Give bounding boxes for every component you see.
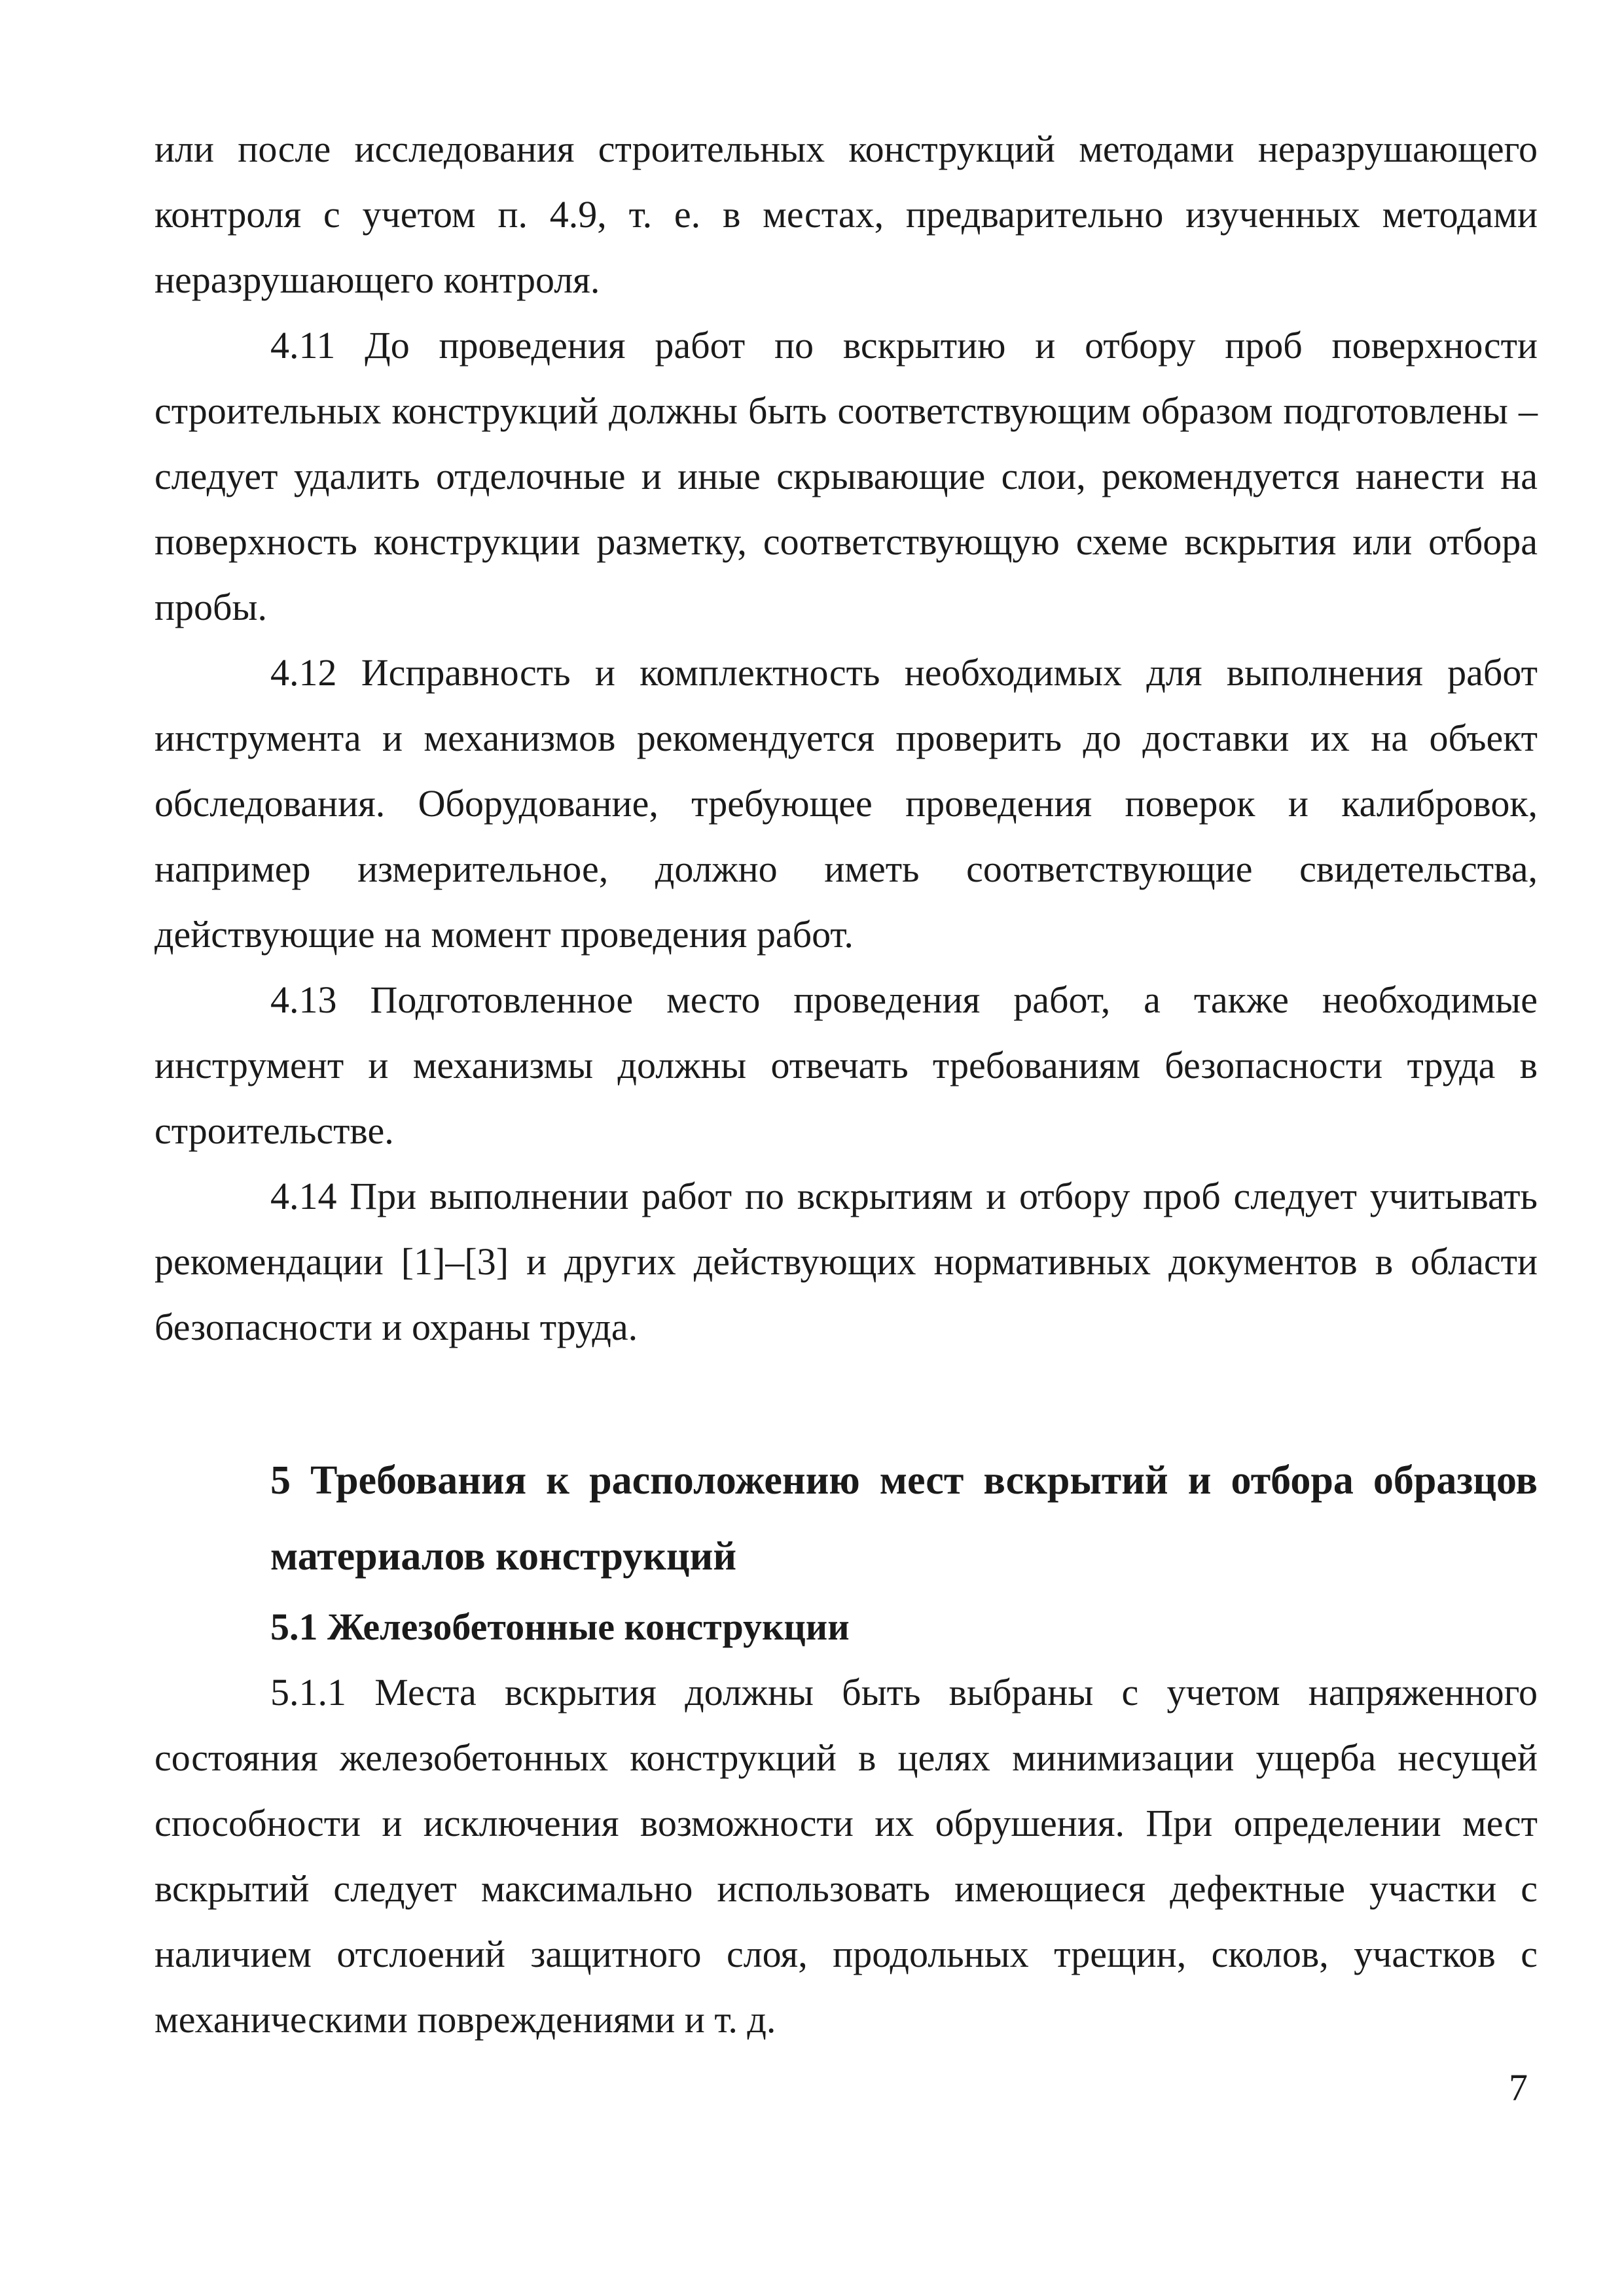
paragraph-4-11: 4.11 До проведения работ по вскрытию и отбору проб поверхности строительных конструкций должны быть соответствующим образом подготовлены – следует удалить отделочные и иные скрывающие слои, рекомендуется нанести на поверхность конструкции разметку, соответствующую схеме вскрытия или отбора пробы.	[154, 324, 1538, 628]
paragraph-4-14: 4.14 При выполнении работ по вскрытиям и отбору проб следует учитывать рекомендации [1]–[3] и других действующих нормативных документов в области безопасности и охраны труда.	[154, 1175, 1538, 1348]
paragraph-5-1-1: 5.1.1 Места вскрытия должны быть выбраны с учетом напряженного состояния железобетонных конструкций в целях минимизации ущерба несущей способности и исключения возможности их обрушения. При определении мест вскрытий следует максимально использовать имеющиеся дефектные участки с наличием отслоений защитного слоя, продольных трещин, сколов, участков с механическими повреждениями и т. д.	[154, 1671, 1538, 2041]
section-heading-5: 5 Требования к расположению мест вскрытий и отбора образцов материалов конструкций	[270, 1458, 1538, 1579]
paragraph-4-13: 4.13 Подготовленное место проведения работ, а также необходимые инструмент и механизмы должны отвечать требованиям безопасности труда в строительстве.	[154, 978, 1538, 1152]
paragraph-4-12: 4.12 Исправность и комплектность необходимых для выполнения работ инструмента и механизмов рекомендуется проверить до доставки их на объект обследования. Оборудование, требующее проведения поверок и калибровок, например измерительное, должно иметь соответствующие свидетельства, действующие на момент проведения работ.	[154, 651, 1538, 956]
subsection-heading-5-1: 5.1 Железобетонные конструкции	[270, 1605, 850, 1648]
page-body	[154, 117, 1538, 2053]
paragraph-intro-continuation: или после исследования строительных конструкций методами неразрушающего контроля с учетом п. 4.9, т. е. в местах, предварительно изученных методами неразрушающего контроля.	[154, 128, 1538, 301]
page-number: 7	[1509, 2066, 1528, 2109]
